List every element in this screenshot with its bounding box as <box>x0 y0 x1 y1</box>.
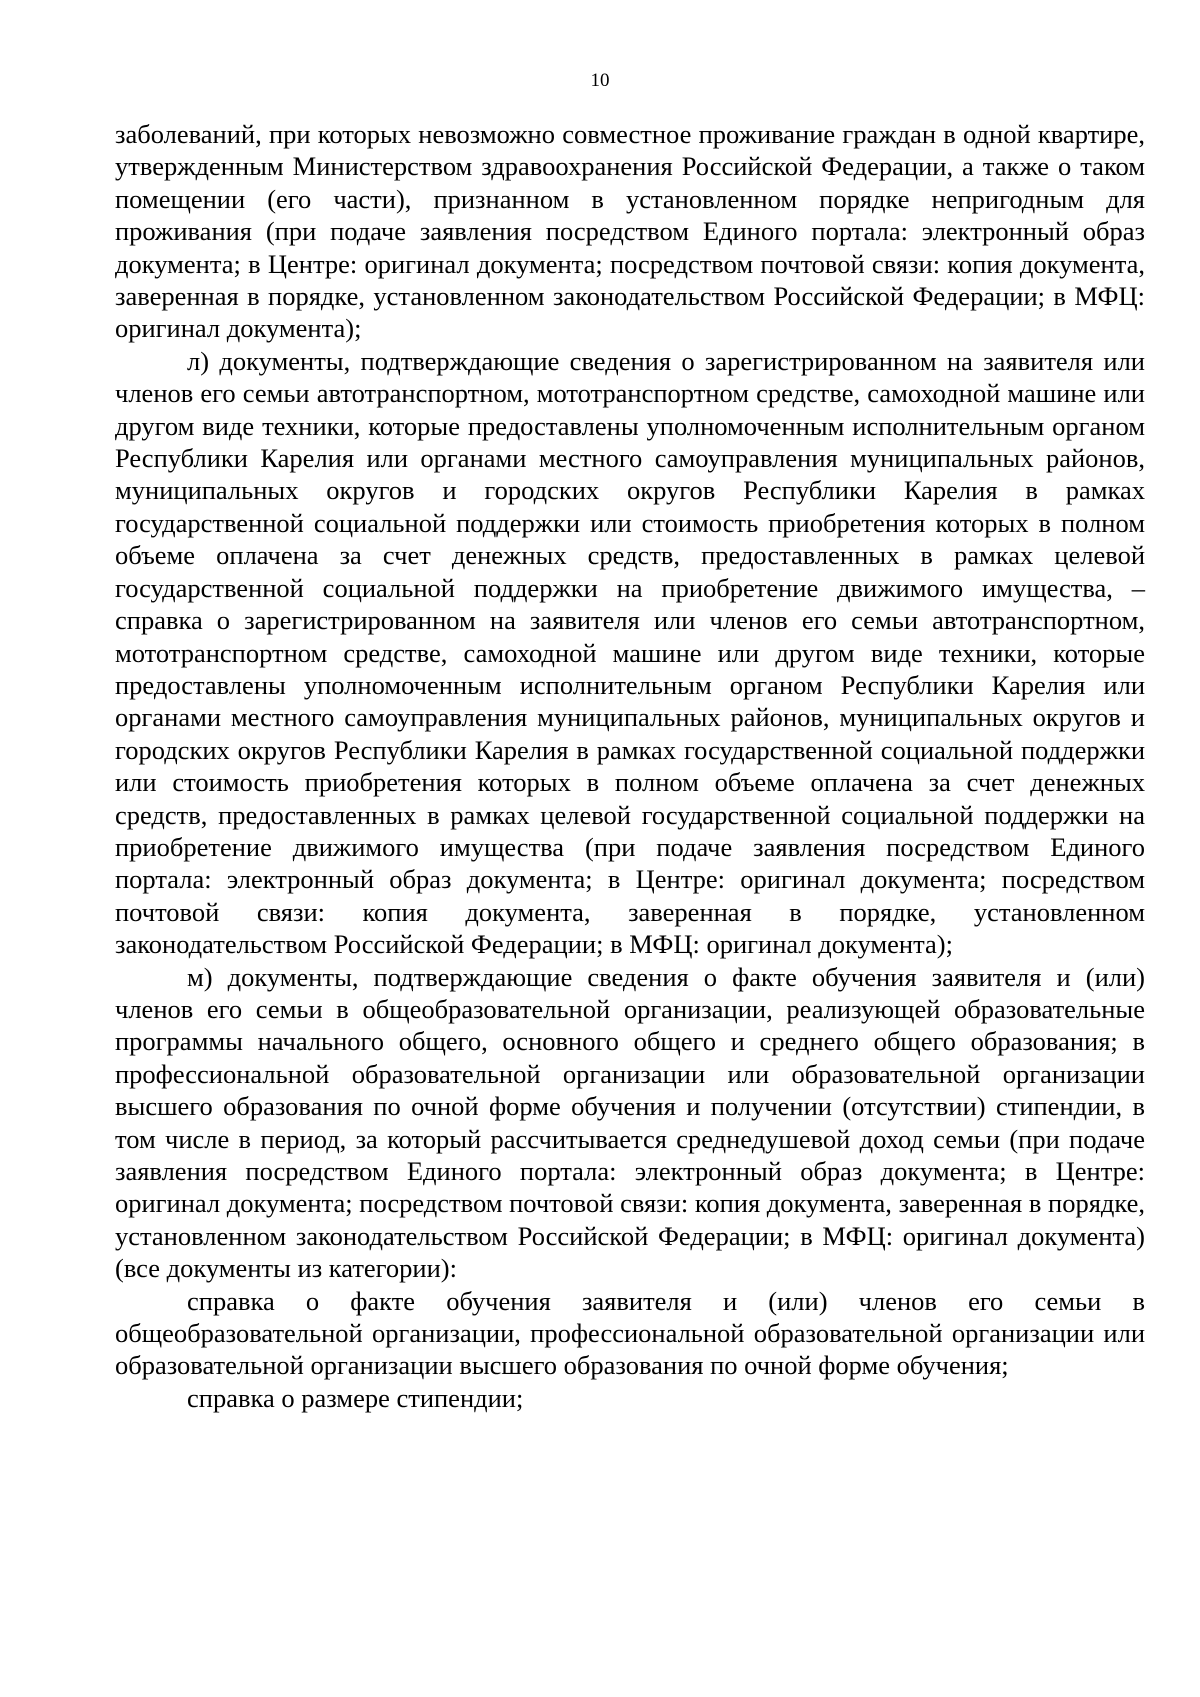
paragraph-item-l: л) документы, подтверждающие сведения о зарегистрированном на заявителя или членов его семьи автотранспортном, мототранспортном средстве, самоходной машине или другом виде техники, которые предоставлены уполномоченным исполнительным органом Республики Карелия или органами местного самоуправления муниципальных районов, муниципальных округов и городских округов Республики Карелия в рамках государственной социальной поддержки или стоимость приобретения которых в полном объеме оплачена за счет денежных средств, предоставленных в рамках целевой государственной социальной поддержки на приобретение движимого имущества, – справка о зарегистрированном на заявителя или членов его семьи автотранспортном, мототранспортном средстве, самоходной машине или другом виде техники, которые предоставлены уполномоченным исполнительным органом Республики Карелия или органами местного самоуправления муниципальных районов, муниципальных округов и городских округов Республики Карелия в рамках государственной социальной поддержки или стоимость приобретения которых в полном объеме оплачена за счет денежных средств, предоставленных в рамках целевой государственной социальной поддержки на приобретение движимого имущества (при подаче заявления посредством Единого портала: электронный образ документа; в Центре: оригинал документа; посредством почтовой связи: копия документа, заверенная в порядке, установленном законодательством Российской Федерации; в МФЦ: оригинал документа); <box>115 345 1145 960</box>
document-body <box>115 118 1145 1414</box>
paragraph-study-certificate: справка о факте обучения заявителя и (или) членов его семьи в общеобразовательной организации, профессиональной образовательной организации или образовательной организации высшего образования по очной форме обучения; <box>115 1285 1145 1381</box>
paragraph-item-m: м) документы, подтверждающие сведения о факте обучения заявителя и (или) членов его семьи в общеобразовательной организации, реализующей образовательные программы начального общего, основного общего и среднего общего образования; в профессиональной образовательной организации или образовательной организации высшего образования по очной форме обучения и получении (отсутствии) стипендии, в том числе в период, за который рассчитывается среднедушевой доход семьи (при подаче заявления посредством Единого портала: электронный образ документа; в Центре: оригинал документа; посредством почтовой связи: копия документа, заверенная в порядке, установленном законодательством Российской Федерации; в МФЦ: оригинал документа) (все документы из категории): <box>115 961 1145 1284</box>
paragraph-stipend-certificate: справка о размере стипендии; <box>187 1382 524 1413</box>
page-number: 10 <box>590 70 610 91</box>
paragraph-continuation: заболеваний, при которых невозможно совместное проживание граждан в одной квартире, утвержденным Министерством здравоохранения Российской Федерации, а также о таком помещении (его части), признанном в установленном порядке непригодным для проживания (при подаче заявления посредством Единого портала: электронный образ документа; в Центре: оригинал документа; посредством почтовой связи: копия документа, заверенная в порядке, установленном законодательством Российской Федерации; в МФЦ: оригинал документа); <box>115 119 1145 344</box>
